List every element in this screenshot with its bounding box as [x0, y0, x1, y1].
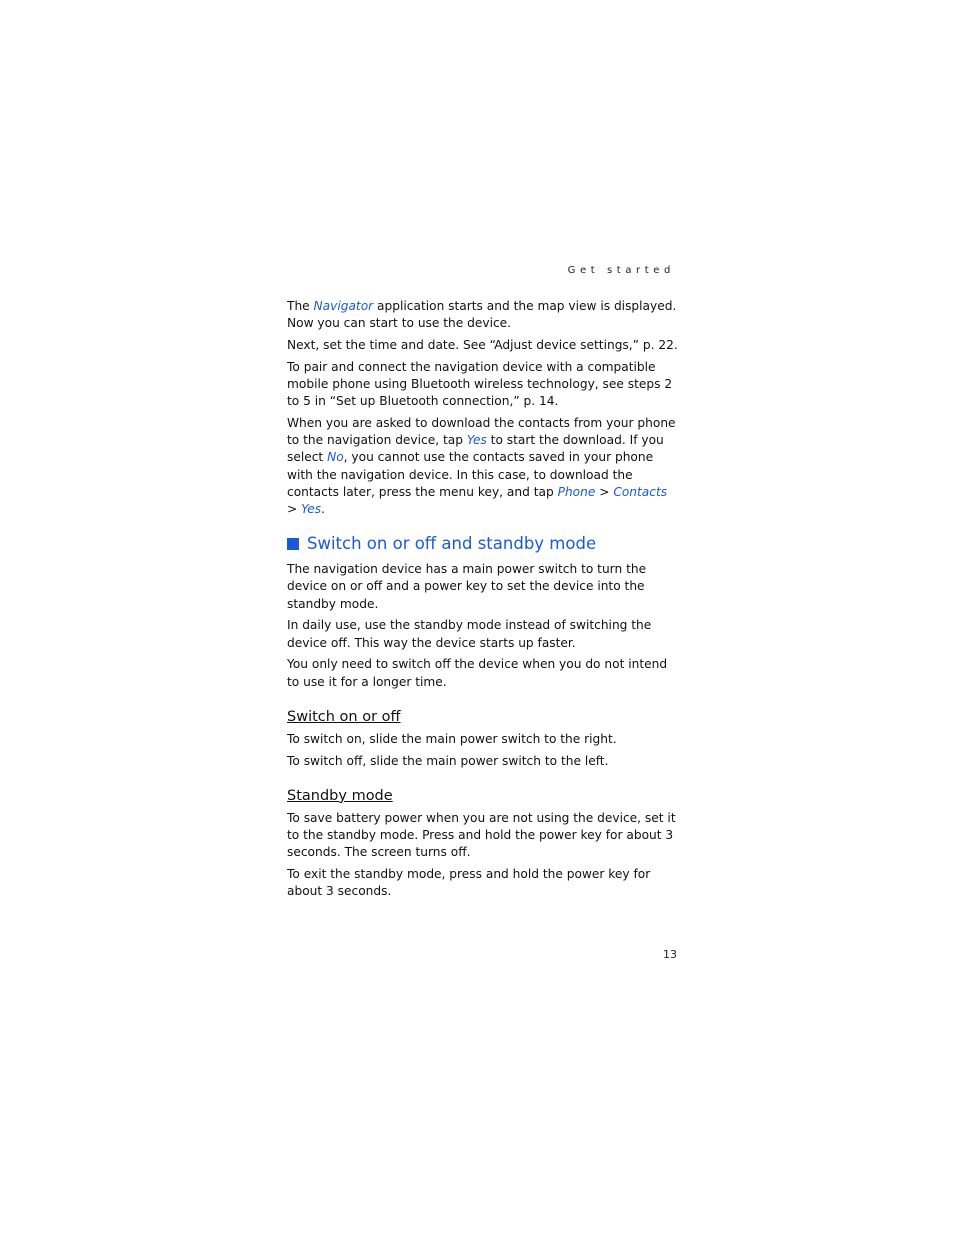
text: application starts and the map view is displayed. Now you can start to use the device.	[287, 299, 677, 331]
page-number: 13	[663, 948, 677, 961]
subheading-switch: Switch on or off	[287, 708, 401, 725]
text: The	[287, 299, 314, 313]
text: , you cannot use the contacts saved in your phone with the navigation device. In this case, to download the contacts later, press the menu key, and tap	[287, 450, 654, 499]
page-body	[287, 298, 679, 905]
switch-paragraph-2: To switch off, slide the main power switch to the left.	[287, 753, 609, 768]
text: to start the download. If you select	[287, 433, 664, 465]
separator: >	[287, 502, 302, 517]
intro-paragraph-3: To pair and connect the navigation device with a compatible mobile phone using Bluetooth wireless technology, see steps 2 to 5 in “Set up Bluetooth connection,” p. 14.	[287, 359, 673, 409]
section-paragraph-1: The navigation device has a main power switch to turn the device on or off and a power key to set the device into the standby mode.	[287, 562, 647, 611]
ui-term-navigator: Navigator	[313, 299, 374, 313]
intro-paragraph-4	[287, 415, 679, 518]
intro-paragraph-2: Next, set the time and date. See “Adjust device settings,” p. 22.	[287, 338, 678, 352]
separator: >	[595, 484, 614, 499]
section-heading	[287, 533, 679, 555]
ui-term-yes: Yes	[301, 502, 322, 517]
text: .	[321, 502, 325, 517]
ui-term-phone: Phone	[557, 484, 596, 499]
standby-paragraph-2: To exit the standby mode, press and hold the power key for about 3 seconds.	[287, 867, 651, 899]
switch-paragraph-1: To switch on, slide the main power switch to the right.	[287, 731, 617, 746]
text: When you are asked to download the contacts from your phone to the navigation device, tap	[287, 416, 676, 448]
subheading-standby: Standby mode	[287, 787, 393, 804]
section-bullet-icon	[287, 538, 299, 550]
intro-paragraph-1	[287, 298, 679, 332]
section-paragraph-2: In daily use, use the standby mode instead of switching the device off. This way the device starts up faster.	[287, 618, 652, 650]
standby-paragraph-1: To save battery power when you are not using the device, set it to the standby mode. Press and hold the power key for about 3 seconds. The screen turns off.	[287, 810, 676, 860]
ui-term-contacts: Contacts	[613, 484, 668, 499]
ui-term-no: No	[327, 450, 344, 465]
section-paragraph-3: You only need to switch off the device when you do not intend to use it for a longer time.	[287, 657, 668, 689]
section-title: Switch on or off and standby mode	[307, 534, 597, 554]
ui-term-yes: Yes	[466, 433, 487, 448]
running-head: Get started	[567, 265, 675, 276]
